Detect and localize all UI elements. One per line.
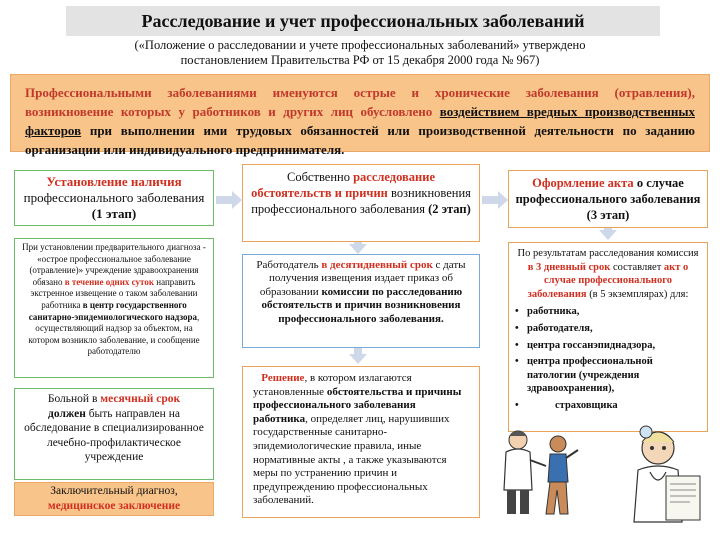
result-red-1: в 3 дневный срок — [527, 261, 611, 273]
order-text-b: с даты получения извещения издает приказ об образовании — [259, 259, 466, 298]
stage2-header — [242, 164, 480, 242]
patient-text-b: быть направлен на обследование в специализированное лечебно-профилактическое учреждение — [24, 407, 204, 463]
stage2-head-a: Собственно — [286, 170, 354, 184]
stage2-head-b: возникновения профессионального заболевания — [251, 186, 471, 216]
recipient-list — [515, 305, 701, 412]
definition-box — [10, 74, 710, 157]
doctor-examining-patient-icon — [494, 420, 588, 520]
stage3-result-text — [515, 247, 701, 301]
patient-bold: должен — [48, 407, 86, 420]
arrow-down-3-icon — [349, 354, 367, 364]
decision-red: Решение — [261, 372, 305, 384]
page-subtitle — [60, 38, 660, 68]
stage3-stage-label: (3 этап) — [586, 208, 630, 222]
decision-text-a: , в котором излагаются установленные — [253, 372, 412, 398]
stage1-detail — [14, 238, 214, 378]
stage2-stage-label: (2 этап) — [428, 202, 471, 216]
recipient-item: • работодателя, — [515, 322, 701, 336]
arrow-down-2-icon — [349, 244, 367, 254]
stage3-head-rest: о случае профессионального заболевания — [515, 176, 701, 206]
page-title: Расследование и учет профессиональных заболеваний — [66, 6, 660, 36]
decision-bold: обстоятельства и причины профессионального заболевания работника — [253, 385, 462, 425]
recipient-item: • центра профессиональной патологии (учреждения здравоохранения), — [515, 355, 701, 396]
stage1-head-red: Установление наличия — [46, 174, 182, 189]
order-text-a: Работодатель — [256, 259, 322, 271]
recipient-item: • центра госсанэпиднадзора, — [515, 339, 701, 353]
arrow-right-1-icon — [232, 191, 242, 209]
definition-text-1: Профессиональными заболеваниями именуются острые и хронические заболевания (отравления), возникновение которых у работников и других лиц обусловлено — [25, 85, 695, 119]
stage3-header — [508, 170, 708, 228]
stage1-detail-text-a: При установлении предварительного диагноза - «острое профессиональное заболевание (отравление)» учреждение здравоохранения обязано — [22, 242, 206, 287]
stage2-head-red: расследование обстоятельств и причин — [251, 170, 435, 200]
recipient-item: • работника, — [515, 305, 701, 319]
result-text-c: (в 5 экземплярах) для: — [586, 288, 689, 300]
doctor-with-document-icon — [614, 418, 714, 526]
stage1-head-rest: профессионального заболевания — [23, 190, 205, 205]
stage3-head-red: Оформление акта — [532, 176, 634, 190]
stage1-stage-label: (1 этап) — [91, 206, 137, 221]
result-text-a: По результатам расследования комиссия — [517, 248, 699, 259]
result-text-b: составляет — [610, 261, 664, 273]
patient-text-a: Больной в — [47, 393, 101, 405]
order-bold: комиссии по расследованию обстоятельств и причин возникновения профессионального заболевания. — [261, 285, 463, 325]
recipient-item: • страховщика — [515, 399, 701, 413]
definition-text-2: при выполнении ими трудовых обязанностей или производственной деятельности по заданию организации или индивидуального предпринимателя. — [25, 123, 695, 157]
stage1-patient — [14, 388, 214, 480]
stage1-final-diagnosis — [14, 482, 214, 516]
arrow-stem-4 — [482, 196, 498, 204]
subtitle-line-1: («Положение о расследовании и учете профессиональных заболеваний» утверждено — [134, 38, 586, 52]
arrow-down-5-icon — [599, 230, 617, 240]
subtitle-line-2: постановлением Правительства РФ от 15 декабря 2000 года № 967) — [180, 53, 540, 67]
stage1-detail-bold: в центр государственного санитарно-эпидемиологического надзора — [28, 299, 198, 322]
stage1-detail-red: в течение одних суток — [64, 276, 155, 287]
arrow-stem-1 — [216, 196, 232, 204]
order-red: в десятидневный срок — [321, 259, 433, 271]
stage1-detail-text-b: направить экстренное извещение о таком заболевании работника — [30, 276, 198, 310]
stage2-order — [242, 254, 480, 348]
final-diagnosis-red: медицинское заключение — [47, 500, 181, 512]
stage1-detail-text-c: , осуществляющий надзор за объектом, на котором возникло заболевание, и сообщение работодателю — [28, 311, 200, 357]
stage2-decision — [242, 366, 480, 518]
stage1-header — [14, 170, 214, 226]
stage3-result — [508, 242, 708, 432]
arrow-right-4-icon — [498, 191, 508, 209]
decision-text-b: , определяет лиц, нарушивших государственные санитарно-эпидемиологические правила, иные нормативные акты , а также указываются меры по устранению причин и предупреждению профессиональных заболеваний. — [253, 412, 450, 507]
patient-red: месячный срок — [100, 393, 181, 405]
definition-underlined: воздействием вредных производственных факторов — [25, 104, 695, 138]
final-diagnosis-text: Заключительный диагноз, — [50, 485, 178, 497]
result-red-2: акт о случае профессионального заболевания — [527, 261, 689, 300]
